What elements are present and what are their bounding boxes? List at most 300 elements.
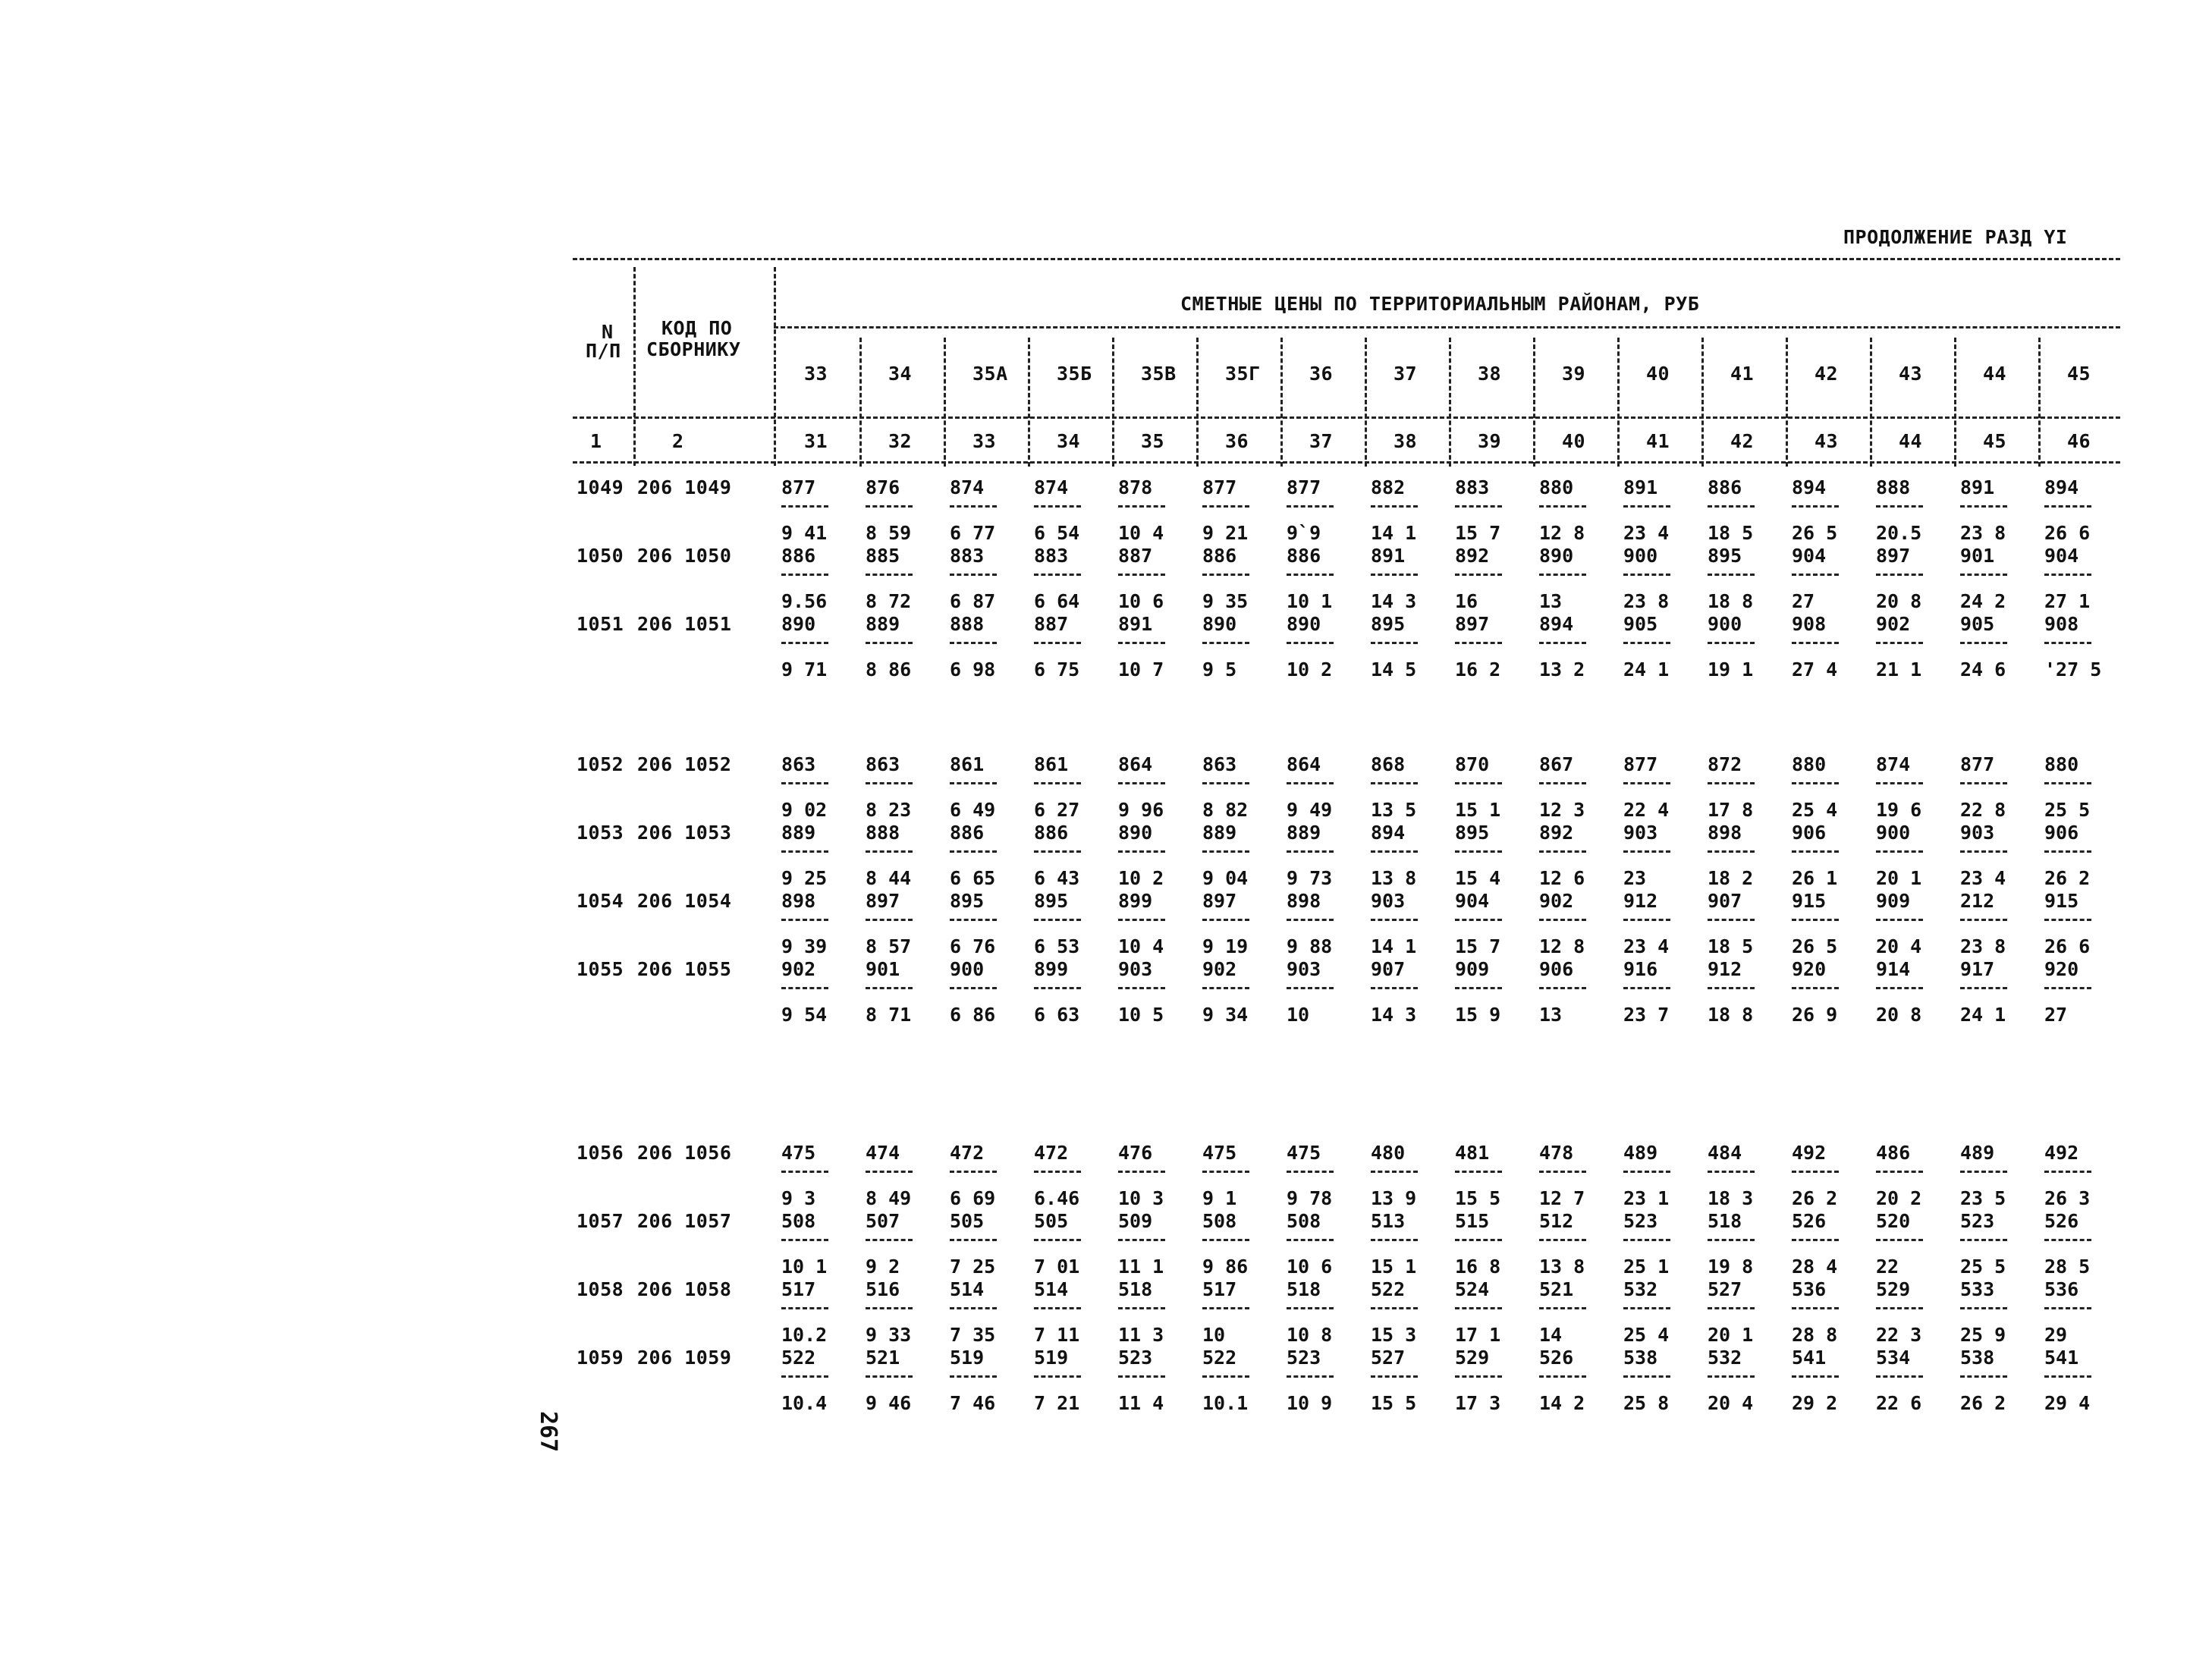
price-value: 890	[1539, 545, 1574, 567]
district-label: 35В	[1141, 363, 1177, 385]
price-subvalue: 21 1	[1876, 658, 1922, 680]
price-value: 877	[1202, 476, 1237, 498]
price-subvalue: 13	[1539, 1004, 1563, 1026]
price-value: 897	[1455, 613, 1490, 635]
district-divider	[1196, 338, 1199, 467]
fraction-line	[1792, 919, 1839, 921]
price-subvalue: 15 5	[1455, 1187, 1501, 1209]
header-mid-rule	[573, 416, 2120, 419]
row-number: 1051	[577, 613, 624, 635]
price-value: 886	[1202, 545, 1237, 567]
price-value: 505	[1034, 1210, 1069, 1232]
fraction-line	[781, 782, 828, 784]
column-number: 45	[1983, 430, 2007, 452]
price-subvalue: 28 8	[1792, 1324, 1838, 1346]
price-value: 887	[1034, 613, 1069, 635]
fraction-line	[2044, 782, 2091, 784]
price-subvalue: 12 8	[1539, 522, 1585, 544]
district-label: 39	[1562, 363, 1586, 385]
price-subvalue: 10 2	[1287, 658, 1333, 680]
price-subvalue: 25 5	[2044, 799, 2091, 821]
price-subvalue: 29 4	[2044, 1392, 2091, 1414]
price-value: 874	[1034, 476, 1069, 498]
price-subvalue: 25 5	[1960, 1256, 2006, 1278]
price-subvalue: 9 25	[781, 867, 828, 889]
price-subvalue: 17 8	[1708, 799, 1754, 821]
price-subvalue: 18 2	[1708, 867, 1754, 889]
price-subvalue: 8 44	[866, 867, 912, 889]
header-n: N	[602, 321, 614, 343]
price-value: 883	[950, 545, 985, 567]
price-subvalue: 26 6	[2044, 935, 2091, 957]
fraction-line	[950, 850, 997, 853]
header-index-2: 2	[672, 430, 684, 452]
fraction-line	[866, 1239, 913, 1241]
price-subvalue: 7 35	[950, 1324, 996, 1346]
fraction-line	[1371, 1171, 1418, 1173]
price-value: 888	[866, 822, 900, 844]
price-subvalue: 9 49	[1287, 799, 1333, 821]
price-subvalue: 27 4	[1792, 658, 1838, 680]
price-value: 912	[1708, 958, 1742, 980]
price-value: 526	[1539, 1347, 1574, 1369]
fraction-line	[1287, 574, 1334, 576]
column-number: 44	[1899, 430, 1923, 452]
price-subvalue: 23 1	[1623, 1187, 1670, 1209]
price-value: 512	[1539, 1210, 1574, 1232]
fraction-line	[1623, 505, 1670, 508]
price-subvalue: 9 02	[781, 799, 828, 821]
price-value: 513	[1371, 1210, 1406, 1232]
fraction-line	[950, 574, 997, 576]
district-label: 44	[1983, 363, 2007, 385]
row-code: 206 1049	[637, 476, 732, 498]
price-value: 891	[1118, 613, 1153, 635]
price-value: 886	[1034, 822, 1069, 844]
header-span-title: СМЕТНЫЕ ЦЕНЫ ПО ТЕРРИТОРИАЛЬНЫМ РАЙОНАМ, РУБ	[1180, 293, 1700, 315]
fraction-line	[1792, 642, 1839, 644]
fraction-line	[1539, 919, 1586, 921]
price-value: 891	[1623, 476, 1658, 498]
fraction-line	[866, 782, 913, 784]
fraction-line	[1287, 505, 1334, 508]
price-subvalue: 10 3	[1118, 1187, 1164, 1209]
price-subvalue: 9 34	[1202, 1004, 1249, 1026]
price-subvalue: 10	[1202, 1324, 1226, 1346]
price-subvalue: 9 19	[1202, 935, 1249, 957]
fraction-line	[950, 1239, 997, 1241]
price-value: 480	[1371, 1142, 1406, 1164]
price-subvalue: 15 7	[1455, 522, 1501, 544]
price-value: 517	[781, 1278, 816, 1300]
price-value: 897	[1876, 545, 1911, 567]
row-code: 206 1052	[637, 753, 732, 775]
price-subvalue: 10 9	[1287, 1392, 1333, 1414]
price-value: 908	[2044, 613, 2079, 635]
fraction-line	[1623, 782, 1670, 784]
price-value: 897	[1202, 890, 1237, 912]
fraction-line	[1034, 1171, 1081, 1173]
price-subvalue: 25 1	[1623, 1256, 1670, 1278]
price-subvalue: 26 2	[2044, 867, 2091, 889]
price-value: 890	[781, 613, 816, 635]
fraction-line	[1118, 782, 1165, 784]
price-subvalue: 20.5	[1876, 522, 1922, 544]
price-subvalue: 6 69	[950, 1187, 996, 1209]
fraction-line	[1960, 1375, 2007, 1378]
price-value: 900	[1876, 822, 1911, 844]
price-value: 903	[1371, 890, 1406, 912]
price-value: 915	[1792, 890, 1827, 912]
price-value: 538	[1960, 1347, 1995, 1369]
price-subvalue: 20 8	[1876, 590, 1922, 612]
price-subvalue: 11 1	[1118, 1256, 1164, 1278]
price-subvalue: 28 4	[1792, 1256, 1838, 1278]
fraction-line	[1371, 850, 1418, 853]
price-value: 895	[1371, 613, 1406, 635]
price-subvalue: 29 2	[1792, 1392, 1838, 1414]
fraction-line	[1792, 1375, 1839, 1378]
fraction-line	[1792, 987, 1839, 989]
price-subvalue: 26 5	[1792, 522, 1838, 544]
price-subvalue: 9 3	[781, 1187, 816, 1209]
price-subvalue: 13 8	[1371, 867, 1417, 889]
price-value: 901	[1960, 545, 1995, 567]
fraction-line	[1118, 919, 1165, 921]
fraction-line	[781, 987, 828, 989]
fraction-line	[1455, 1171, 1502, 1173]
row-number: 1050	[577, 545, 624, 567]
fraction-line	[1623, 574, 1670, 576]
price-value: 534	[1876, 1347, 1911, 1369]
fraction-line	[1455, 1375, 1502, 1378]
price-value: 523	[1960, 1210, 1995, 1232]
price-subvalue: 28 5	[2044, 1256, 2091, 1278]
price-subvalue: 9 33	[866, 1324, 912, 1346]
price-subvalue: 10.4	[781, 1392, 828, 1414]
fraction-line	[1623, 919, 1670, 921]
price-subvalue: 9 5	[1202, 658, 1237, 680]
price-value: 472	[950, 1142, 985, 1164]
price-subvalue: 10 5	[1118, 1004, 1164, 1026]
price-subvalue: 17 1	[1455, 1324, 1501, 1346]
price-subvalue: 9 71	[781, 658, 828, 680]
price-value: 517	[1202, 1278, 1237, 1300]
price-value: 887	[1118, 545, 1153, 567]
price-subvalue: 19 8	[1708, 1256, 1754, 1278]
price-subvalue: 6 65	[950, 867, 996, 889]
district-label: 34	[888, 363, 913, 385]
price-subvalue: 6 54	[1034, 522, 1080, 544]
header-code-line2: СБОРНИКУ	[646, 338, 741, 360]
price-subvalue: 13 8	[1539, 1256, 1585, 1278]
price-value: 475	[1202, 1142, 1237, 1164]
price-subvalue: 8 59	[866, 522, 912, 544]
fraction-line	[1960, 987, 2007, 989]
price-value: 508	[1202, 1210, 1237, 1232]
fraction-line	[1034, 642, 1081, 644]
district-divider	[944, 338, 946, 467]
price-subvalue: 12 7	[1539, 1187, 1585, 1209]
column-number: 31	[804, 430, 828, 452]
price-value: 475	[781, 1142, 816, 1164]
fraction-line	[1960, 919, 2007, 921]
price-subvalue: 16 8	[1455, 1256, 1501, 1278]
price-subvalue: 26 3	[2044, 1187, 2091, 1209]
fraction-line	[1960, 1307, 2007, 1309]
district-divider	[1365, 338, 1367, 467]
fraction-line	[1371, 505, 1418, 508]
row-code: 206 1057	[637, 1210, 732, 1232]
fraction-line	[1034, 505, 1081, 508]
price-value: 880	[1792, 753, 1827, 775]
price-subvalue: 18 8	[1708, 590, 1754, 612]
price-value: 532	[1623, 1278, 1658, 1300]
fraction-line	[866, 1171, 913, 1173]
price-subvalue: 27	[2044, 1004, 2068, 1026]
column-number: 43	[1815, 430, 1839, 452]
price-value: 474	[866, 1142, 900, 1164]
price-subvalue: 14 1	[1371, 522, 1417, 544]
fraction-line	[1202, 642, 1249, 644]
price-subvalue: 10 8	[1287, 1324, 1333, 1346]
fraction-line	[1202, 1171, 1249, 1173]
price-subvalue: 9`9	[1287, 522, 1321, 544]
price-subvalue: 22	[1876, 1256, 1899, 1278]
price-value: 904	[2044, 545, 2079, 567]
fraction-line	[1118, 505, 1165, 508]
price-subvalue: 7 01	[1034, 1256, 1080, 1278]
district-label: 40	[1646, 363, 1670, 385]
price-subvalue: 9 86	[1202, 1256, 1249, 1278]
column-number: 35	[1141, 430, 1165, 452]
price-value: 864	[1118, 753, 1153, 775]
price-value: 888	[1876, 476, 1911, 498]
fraction-line	[1539, 987, 1586, 989]
fraction-line	[781, 1239, 828, 1241]
fraction-line	[1118, 642, 1165, 644]
fraction-line	[2044, 1375, 2091, 1378]
price-value: 894	[1371, 822, 1406, 844]
fraction-line	[1455, 1239, 1502, 1241]
price-value: 900	[1623, 545, 1658, 567]
price-value: 492	[1792, 1142, 1827, 1164]
price-value: 885	[866, 545, 900, 567]
price-value: 519	[950, 1347, 985, 1369]
price-value: 529	[1876, 1278, 1911, 1300]
price-subvalue: 6 53	[1034, 935, 1080, 957]
price-value: 874	[1876, 753, 1911, 775]
price-subvalue: 6 63	[1034, 1004, 1080, 1026]
fraction-line	[781, 574, 828, 576]
price-subvalue: 6 87	[950, 590, 996, 612]
fraction-line	[1539, 1307, 1586, 1309]
fraction-line	[1034, 574, 1081, 576]
price-value: 888	[950, 613, 985, 635]
price-value: 898	[1287, 890, 1321, 912]
price-value: 914	[1876, 958, 1911, 980]
price-subvalue: 6.46	[1034, 1187, 1080, 1209]
district-label: 45	[2067, 363, 2091, 385]
row-number: 1059	[577, 1347, 624, 1369]
price-value: 898	[1708, 822, 1742, 844]
price-subvalue: 9 73	[1287, 867, 1333, 889]
fraction-line	[1792, 574, 1839, 576]
header-bottom-rule	[573, 461, 2120, 464]
price-value: 903	[1623, 822, 1658, 844]
district-label: 35А	[972, 363, 1008, 385]
price-value: 877	[781, 476, 816, 498]
price-subvalue: 22 3	[1876, 1324, 1922, 1346]
fraction-line	[1708, 919, 1755, 921]
fraction-line	[2044, 1239, 2091, 1241]
fraction-line	[1202, 1307, 1249, 1309]
price-subvalue: 22 6	[1876, 1392, 1922, 1414]
price-value: 904	[1455, 890, 1490, 912]
price-subvalue: 9 96	[1118, 799, 1164, 821]
fraction-line	[950, 782, 997, 784]
price-subvalue: 22 4	[1623, 799, 1670, 821]
price-value: 863	[1202, 753, 1237, 775]
row-code: 206 1053	[637, 822, 732, 844]
price-subvalue: 6 27	[1034, 799, 1080, 821]
price-value: 523	[1623, 1210, 1658, 1232]
price-subvalue: 24 1	[1623, 658, 1670, 680]
row-code: 206 1051	[637, 613, 732, 635]
price-value: 863	[781, 753, 816, 775]
price-value: 526	[1792, 1210, 1827, 1232]
price-subvalue: 6 76	[950, 935, 996, 957]
fraction-line	[1287, 782, 1334, 784]
fraction-line	[1876, 1171, 1923, 1173]
fraction-line	[1539, 505, 1586, 508]
fraction-line	[781, 1307, 828, 1309]
column-number: 32	[888, 430, 913, 452]
price-value: 899	[1034, 958, 1069, 980]
fraction-line	[1539, 1171, 1586, 1173]
fraction-line	[866, 642, 913, 644]
fraction-line	[1202, 782, 1249, 784]
price-subvalue: 8 72	[866, 590, 912, 612]
fraction-line	[866, 505, 913, 508]
price-subvalue: 25 4	[1792, 799, 1838, 821]
price-subvalue: 14	[1539, 1324, 1563, 1346]
fraction-line	[866, 1375, 913, 1378]
header-divider	[633, 267, 636, 466]
price-subvalue: 18 8	[1708, 1004, 1754, 1026]
price-value: 889	[781, 822, 816, 844]
fraction-line	[950, 919, 997, 921]
price-value: 920	[2044, 958, 2079, 980]
fraction-line	[1876, 574, 1923, 576]
fraction-line	[1960, 642, 2007, 644]
fraction-line	[1034, 919, 1081, 921]
price-subvalue: 10 4	[1118, 935, 1164, 957]
price-subvalue: 6 64	[1034, 590, 1080, 612]
price-subvalue: 9 04	[1202, 867, 1249, 889]
page-number: 267	[535, 1411, 561, 1453]
price-value: 508	[781, 1210, 816, 1232]
price-value: 895	[1034, 890, 1069, 912]
row-number: 1054	[577, 890, 624, 912]
fraction-line	[781, 1375, 828, 1378]
price-subvalue: 6 98	[950, 658, 996, 680]
price-value: 486	[1876, 1142, 1911, 1164]
fraction-line	[1876, 642, 1923, 644]
price-subvalue: 14 3	[1371, 590, 1417, 612]
district-divider	[1617, 338, 1620, 467]
fraction-line	[1287, 850, 1334, 853]
fraction-line	[2044, 574, 2091, 576]
price-value: 883	[1455, 476, 1490, 498]
fraction-line	[1960, 782, 2007, 784]
price-subvalue: 11 3	[1118, 1324, 1164, 1346]
price-subvalue: 18 5	[1708, 522, 1754, 544]
fraction-line	[1118, 1307, 1165, 1309]
fraction-line	[866, 1307, 913, 1309]
fraction-line	[1792, 1171, 1839, 1173]
price-value: 529	[1455, 1347, 1490, 1369]
column-number: 34	[1057, 430, 1081, 452]
price-value: 863	[866, 753, 900, 775]
price-subvalue: 13 5	[1371, 799, 1417, 821]
district-label: 36	[1309, 363, 1334, 385]
price-value: 874	[950, 476, 985, 498]
price-value: 518	[1287, 1278, 1321, 1300]
price-value: 489	[1623, 1142, 1658, 1164]
fraction-line	[1202, 1239, 1249, 1241]
price-subvalue: 26 9	[1792, 1004, 1838, 1026]
price-value: 516	[866, 1278, 900, 1300]
header-divider	[774, 267, 776, 466]
price-value: 895	[1455, 822, 1490, 844]
fraction-line	[1792, 850, 1839, 853]
price-value: 505	[950, 1210, 985, 1232]
fraction-line	[1455, 919, 1502, 921]
price-value: 906	[2044, 822, 2079, 844]
fraction-line	[1455, 642, 1502, 644]
fraction-line	[1455, 574, 1502, 576]
price-value: 538	[1623, 1347, 1658, 1369]
row-number: 1049	[577, 476, 624, 498]
price-value: 514	[1034, 1278, 1069, 1300]
price-value: 915	[2044, 890, 2079, 912]
fraction-line	[1455, 850, 1502, 853]
price-subvalue: 13 9	[1371, 1187, 1417, 1209]
price-subvalue: 8 82	[1202, 799, 1249, 821]
fraction-line	[1371, 642, 1418, 644]
price-subvalue: 15 9	[1455, 1004, 1501, 1026]
price-value: 906	[1792, 822, 1827, 844]
price-subvalue: 16	[1455, 590, 1478, 612]
price-value: 894	[2044, 476, 2079, 498]
price-value: 212	[1960, 890, 1995, 912]
fraction-line	[2044, 919, 2091, 921]
price-subvalue: 10 7	[1118, 658, 1164, 680]
price-subvalue: 10	[1287, 1004, 1310, 1026]
price-value: 892	[1455, 545, 1490, 567]
price-value: 536	[1792, 1278, 1827, 1300]
fraction-line	[1202, 850, 1249, 853]
price-subvalue: 6 75	[1034, 658, 1080, 680]
fraction-line	[1539, 642, 1586, 644]
fraction-line	[1287, 1171, 1334, 1173]
district-divider	[1954, 338, 1956, 467]
fraction-line	[950, 505, 997, 508]
price-value: 891	[1371, 545, 1406, 567]
fraction-line	[1202, 987, 1249, 989]
fraction-line	[1371, 574, 1418, 576]
